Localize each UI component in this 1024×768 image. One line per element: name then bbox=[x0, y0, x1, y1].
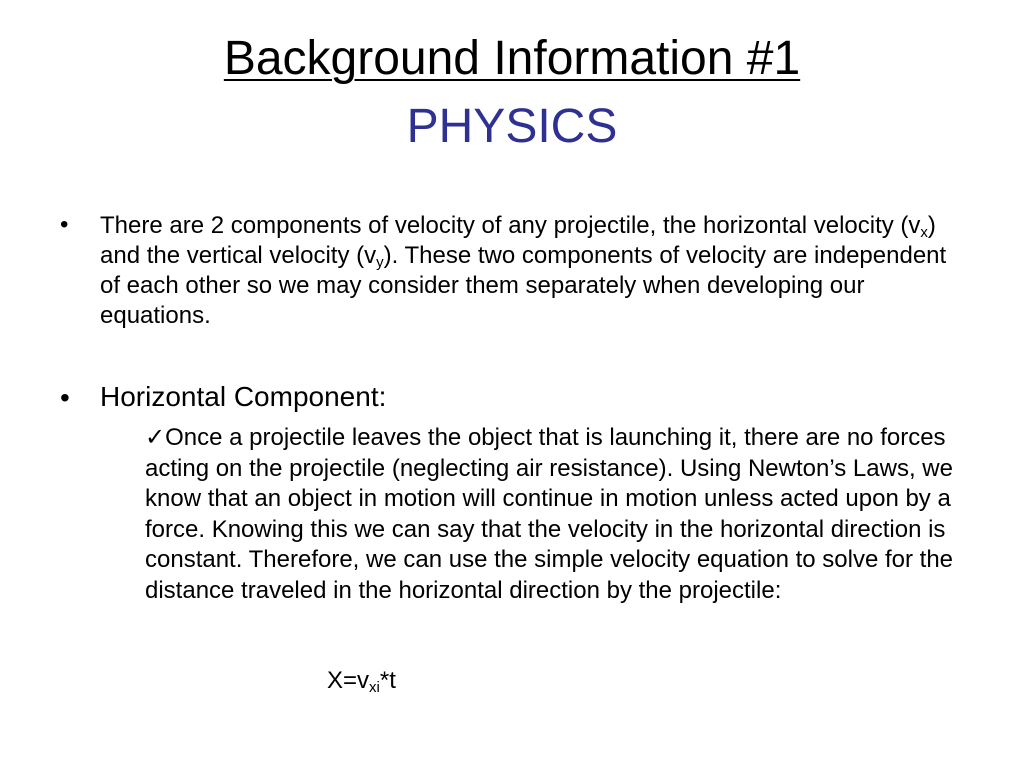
sub-bullet-text: Once a projectile leaves the object that is launching it, there are no forces acting on the projectile (neglecting air resistance). Using Newton’s Laws, we know that an object in motion will continue in motion unless acted upon by a force. Knowing this we can say that the velocity in the horizontal direction is constant. Therefore, we can use the simple velocity equation to solve for the distance traveled in the horizontal direction by the projectile: bbox=[145, 424, 954, 604]
sub-bullet-horizontal bbox=[145, 423, 965, 606]
slide-subtitle: PHYSICS bbox=[406, 100, 618, 153]
equation bbox=[327, 666, 396, 696]
equation-lhs: X=v bbox=[327, 667, 370, 694]
bullet-horizontal-heading: Horizontal Component: bbox=[100, 381, 387, 412]
bullet-marker: • bbox=[60, 211, 69, 238]
bullet-velocity-components bbox=[100, 211, 970, 331]
subscript-x: x bbox=[920, 224, 928, 241]
bullet-text: ). These two components of velocity are independent of each other so we may consider them separately when developing our equations. bbox=[100, 242, 947, 329]
bullet-text: ) and the vertical velocity (v bbox=[100, 212, 936, 269]
equation-subscript: xi bbox=[369, 679, 380, 696]
bullet-marker: • bbox=[60, 382, 70, 413]
slide-title bbox=[0, 30, 1024, 88]
slide-title-text: Background Information #1 bbox=[223, 32, 801, 85]
subscript-y: y bbox=[376, 254, 384, 271]
bullet-text: There are 2 components of velocity of any projectile, the horizontal velocity (v bbox=[100, 212, 921, 239]
equation-rhs: *t bbox=[379, 667, 396, 694]
checkmark-icon: ✓ bbox=[145, 424, 166, 451]
